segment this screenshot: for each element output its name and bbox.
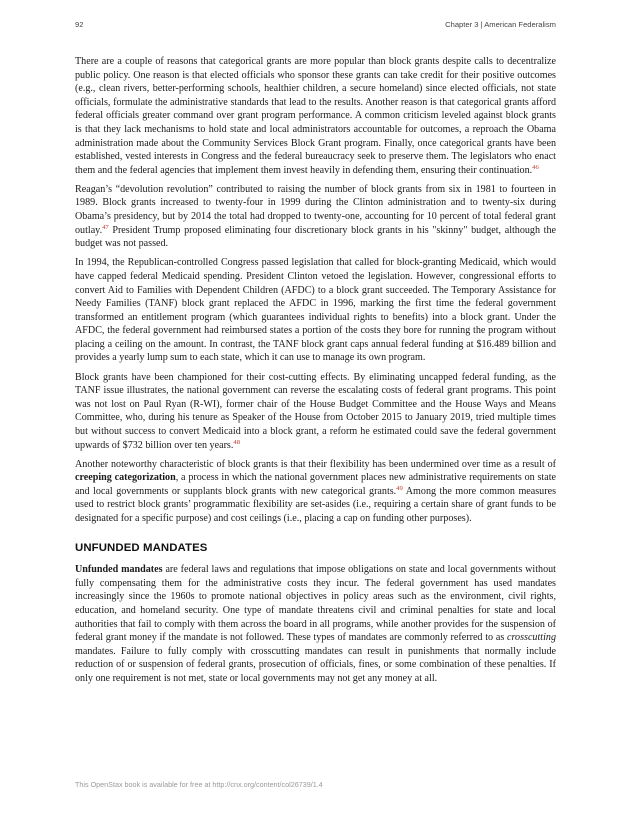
- paragraph-text: There are a couple of reasons that categorical grants are more popular than block grants despite calls to decentralize public policy. One reason is that elected officials who sponsor these grants can take credit for their positive outcomes (e.g., clean rivers, better-performing schools, healthier children, a secure homeland) since elected officials, not state officials, formulate the administrative standards that lead to the results. Another reason is that categorical grants afford federal officials greater command over grant program performance. A common criticism leveled against block grants is that they lack mechanisms to hold state and local administrators accountable for outcomes, a reproach the Obama administration made about the Community Services Block Grant program. Finally, once categorical grants have been established, vested interests in Congress and the federal bureaucracy seek to preserve them. The legislators who enact them and the federal agencies that implement them invest heavily in defending them, ensuring their continuation.: [75, 56, 556, 176]
- paragraph-cost-cutting: [75, 371, 556, 453]
- paragraph-text: In 1994, the Republican-controlled Congress passed legislation that called for block-granting Medicaid, which would have capped federal Medicaid spending. President Clinton vetoed the legislation. However, congressional efforts to convert Aid to Families with Dependent Children (AFDC) to a block grant succeeded. The Temporary Assistance for Needy Families (TANF) block grant replaced the AFDC in 1996, marking the first time the federal government transformed an entitlement program (which guarantees individual rights to benefits) into a block grant. Under the AFDC, the federal government had reimbursed states a portion of the costs they bore for running the program without placing a ceiling on the amount. In contrast, the TANF block grant caps annual federal funding at $16.489 billion and provides a yearly lump sum to each state, which it can use to manage its own program.: [75, 257, 556, 364]
- section-heading-unfunded-mandates: UNFUNDED MANDATES: [75, 541, 208, 554]
- paragraph-text: Among the more common measures used to restrict block grants’ programmatic flexibility are set-asides (i.e., requiring a certain share of grant funds to be designated for a specific purpose) and cost ceilings (i.e., placing a cap on funding other purposes).: [75, 485, 556, 524]
- paragraph-text: are federal laws and regulations that impose obligations on state and local governments without fully compensating them for the administrative costs they incur. The federal government has used mandates increasingly since the 1960s to promote national objectives in policy areas such as the environment, civil rights, education, and homeland security. One type of mandate threatens civil and criminal penalties for state and local authorities that fail to comply with them across the board in all programs, while another provides for the suspension of federal grant money if the mandate is not followed. These types of mandates are commonly referred to as: [75, 564, 556, 644]
- emphasis-crosscutting: crosscutting: [507, 632, 556, 644]
- page-number: 92: [75, 20, 84, 29]
- paragraph-devolution-revolution: [75, 183, 556, 251]
- paragraph-text: , a process in which the national government places new administrative requirements on state and local governments or supplants block grants with new categorical grants.: [75, 472, 556, 497]
- body-text: [75, 55, 556, 691]
- footnote-ref-46[interactable]: 46: [532, 163, 539, 171]
- paragraph-unfunded-mandates: [75, 563, 556, 685]
- paragraph-text: Reagan’s “devolution revolution” contributed to raising the number of block grants from six in 1981 to fourteen in 1989. Block grants increased to twenty-four in 1999 during the Clinton administration and to twenty-six during Obama’s presidency, but by 2014 the total had dropped to twenty-one, accounting for 10 percent of total federal grant outlay.: [75, 183, 556, 236]
- footnote-ref-47[interactable]: 47: [102, 223, 109, 231]
- footnote-ref-48[interactable]: 48: [233, 438, 240, 446]
- paragraph-tanf-block-grant: [75, 256, 556, 365]
- footnote-ref-49[interactable]: 49: [396, 484, 403, 492]
- paragraph-text: President Trump proposed eliminating four discretionary block grants in his "skinny" budget, although the budget was not passed.: [75, 224, 556, 250]
- paragraph-text: Block grants have been championed for their cost-cutting effects. By eliminating uncapped federal funding, as the TANF issue illustrates, the national government can reverse the escalating costs of federal grant programs. This point was not lost on Paul Ryan (R-WI), former chair of the House Budget Committee and the House Ways and Means Committee, who, during his tenure as Speaker of the House from October 2015 to January 2019, tried multiple times but without success to convert Medicaid into a block grant, a reform he estimated could save the federal government upwards of $732 billion over ten years.: [75, 371, 556, 451]
- key-term-unfunded-mandates: Unfunded mandates: [75, 564, 163, 576]
- page-footer: This OpenStax book is available for free at http://cnx.org/content/col26739/1.4: [75, 780, 323, 789]
- paragraph-text: Another noteworthy characteristic of block grants is that their flexibility has been undermined over time as a result of: [75, 458, 556, 470]
- paragraph-creeping-categorization: [75, 458, 556, 526]
- paragraph-categorical-grants-popularity: [75, 55, 556, 177]
- paragraph-text: mandates. Failure to fully comply with crosscutting mandates can result in punishments that normally include reduction of or suspension of federal grants, prosecution of officials, fines, or some combination of these penalties. If only one requirement is not met, state or local governments may not get any money at all.: [75, 645, 556, 684]
- key-term-creeping-categorization: creeping categorization: [75, 472, 176, 484]
- chapter-label: Chapter 3 | American Federalism: [445, 20, 556, 29]
